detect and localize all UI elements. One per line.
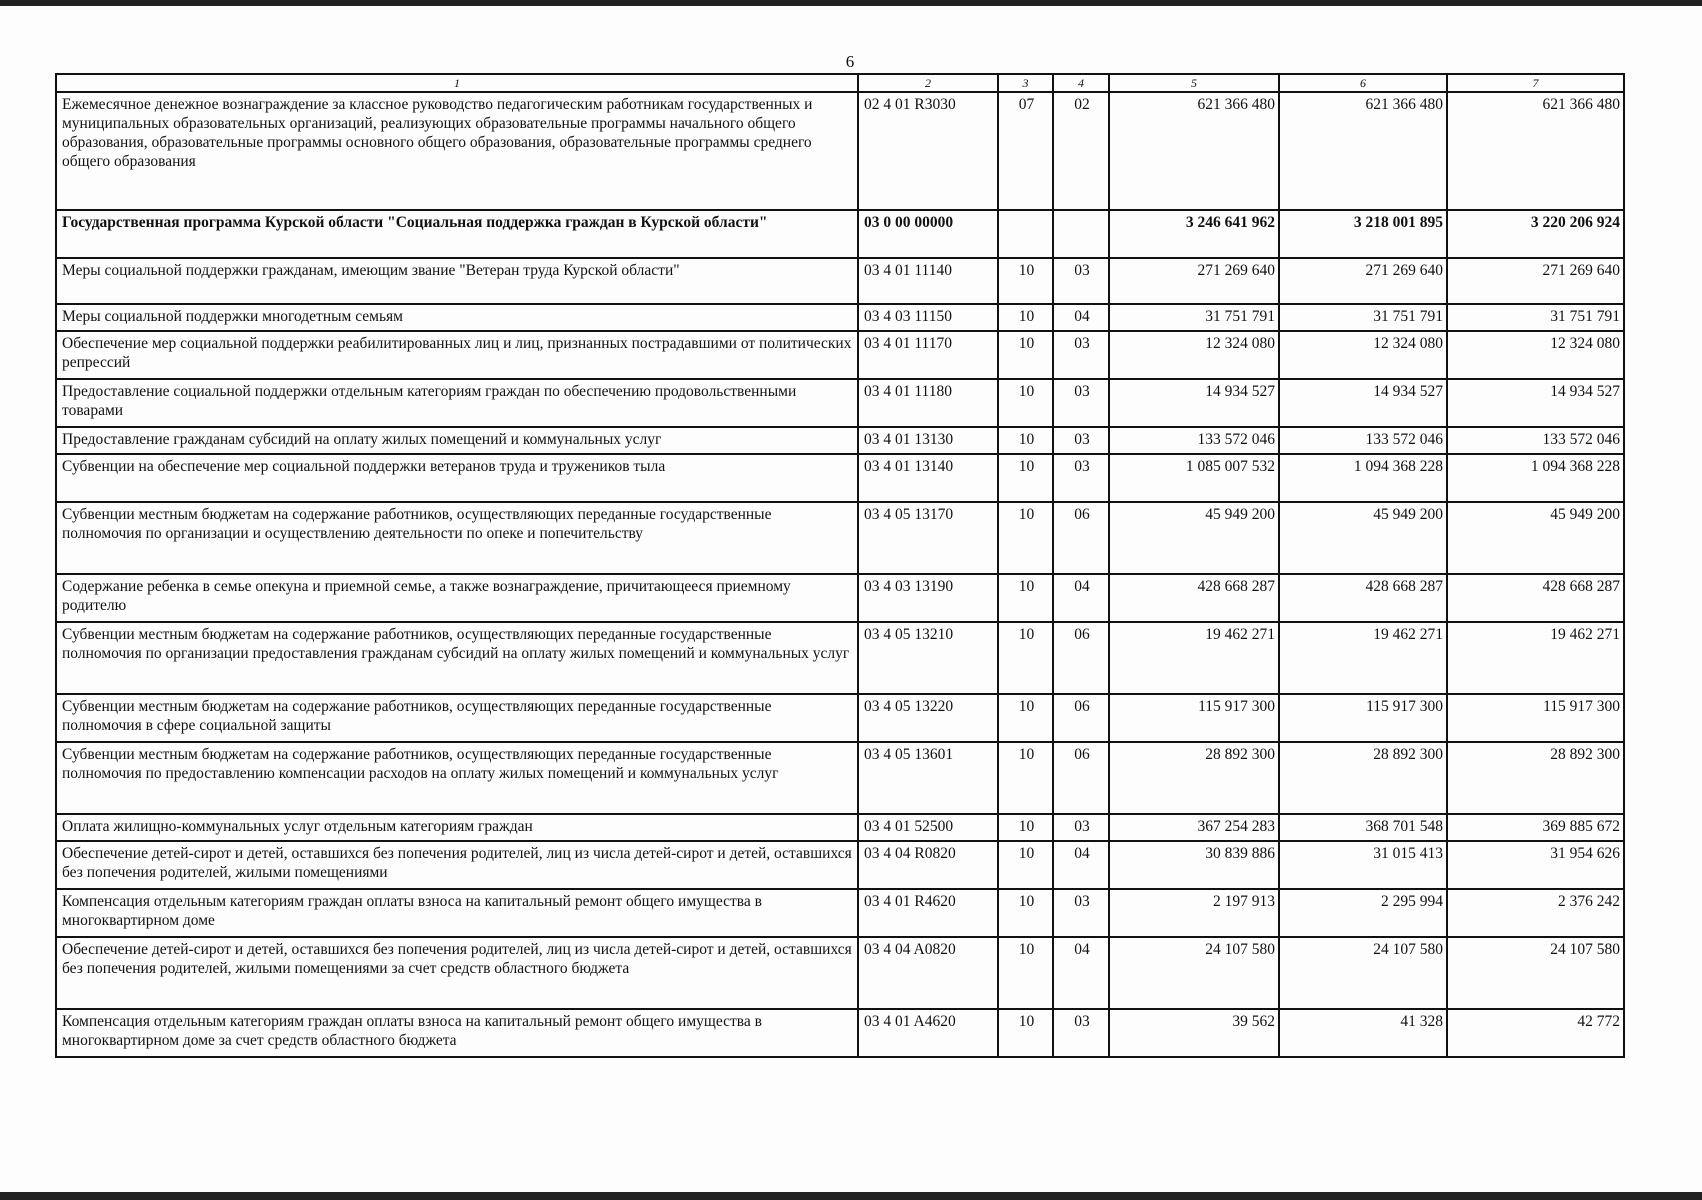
row-section-cell: 10	[998, 379, 1053, 427]
row-name-cell: Субвенции местным бюджетам на содержание работников, осуществляющих переданные государственные полномочия в сфере социальной защиты	[56, 694, 858, 742]
row-value-col5-cell: 19 462 271	[1109, 622, 1279, 694]
table-row	[56, 379, 1624, 427]
row-value-col6-cell: 31 751 791	[1279, 304, 1447, 331]
row-section-cell: 10	[998, 694, 1053, 742]
table-row	[56, 814, 1624, 841]
row-section-cell: 10	[998, 427, 1053, 454]
row-value-col7-cell: 28 892 300	[1447, 742, 1624, 814]
row-section-cell	[998, 210, 1053, 258]
row-name-cell: Обеспечение детей-сирот и детей, оставшихся без попечения родителей, лиц из числа детей-сирот и детей, оставшихся без попечения родителей, жилыми помещениями	[56, 841, 858, 889]
row-subsection-cell: 06	[1053, 694, 1109, 742]
row-value-col7-cell: 3 220 206 924	[1447, 210, 1624, 258]
row-section-cell: 10	[998, 937, 1053, 1009]
table-row	[56, 258, 1624, 304]
row-name-cell: Обеспечение мер социальной поддержки реабилитированных лиц и лиц, признанных пострадавшими от политических репрессий	[56, 331, 858, 379]
row-code-cell: 03 4 05 13601	[858, 742, 998, 814]
column-number: 5	[1109, 74, 1279, 92]
row-subsection-cell: 06	[1053, 742, 1109, 814]
row-value-col7-cell: 621 366 480	[1447, 92, 1624, 210]
row-value-col6-cell: 14 934 527	[1279, 379, 1447, 427]
table-row	[56, 574, 1624, 622]
row-code-cell: 03 4 01 11170	[858, 331, 998, 379]
row-value-col7-cell: 133 572 046	[1447, 427, 1624, 454]
row-value-col7-cell: 19 462 271	[1447, 622, 1624, 694]
row-value-col7-cell: 45 949 200	[1447, 502, 1624, 574]
row-value-col6-cell: 41 328	[1279, 1009, 1447, 1057]
row-code-cell: 03 4 04 A0820	[858, 937, 998, 1009]
row-section-cell: 10	[998, 889, 1053, 937]
row-value-col6-cell: 24 107 580	[1279, 937, 1447, 1009]
row-value-col5-cell: 3 246 641 962	[1109, 210, 1279, 258]
row-name-cell: Предоставление социальной поддержки отдельным категориям граждан по обеспечению продовольственными товарами	[56, 379, 858, 427]
row-value-col7-cell: 428 668 287	[1447, 574, 1624, 622]
row-section-cell: 10	[998, 814, 1053, 841]
row-value-col7-cell: 1 094 368 228	[1447, 454, 1624, 502]
row-code-cell: 03 4 03 11150	[858, 304, 998, 331]
row-value-col5-cell: 271 269 640	[1109, 258, 1279, 304]
row-value-col7-cell: 14 934 527	[1447, 379, 1624, 427]
row-code-cell: 03 4 01 13140	[858, 454, 998, 502]
row-section-cell: 10	[998, 331, 1053, 379]
row-value-col6-cell: 28 892 300	[1279, 742, 1447, 814]
table-row	[56, 92, 1624, 210]
row-subsection-cell: 03	[1053, 379, 1109, 427]
row-code-cell: 03 4 04 R0820	[858, 841, 998, 889]
row-name-cell: Предоставление гражданам субсидий на оплату жилых помещений и коммунальных услуг	[56, 427, 858, 454]
row-section-cell: 10	[998, 304, 1053, 331]
row-code-cell: 03 4 01 11180	[858, 379, 998, 427]
row-value-col5-cell: 14 934 527	[1109, 379, 1279, 427]
scan-edge-bottom	[0, 1192, 1702, 1200]
row-name-cell: Меры социальной поддержки гражданам, имеющим звание "Ветеран труда Курской области"	[56, 258, 858, 304]
table-row	[56, 841, 1624, 889]
row-subsection-cell: 03	[1053, 331, 1109, 379]
row-code-cell: 03 4 03 13190	[858, 574, 998, 622]
row-section-cell: 10	[998, 1009, 1053, 1057]
row-code-cell: 03 4 01 R4620	[858, 889, 998, 937]
row-code-cell: 02 4 01 R3030	[858, 92, 998, 210]
row-subsection-cell: 04	[1053, 574, 1109, 622]
row-name-cell: Компенсация отдельным категориям граждан оплаты взноса на капитальный ремонт общего имущества в многоквартирном доме	[56, 889, 858, 937]
row-value-col6-cell: 45 949 200	[1279, 502, 1447, 574]
row-value-col5-cell: 30 839 886	[1109, 841, 1279, 889]
row-code-cell: 03 4 05 13170	[858, 502, 998, 574]
row-section-cell: 10	[998, 742, 1053, 814]
row-value-col7-cell: 271 269 640	[1447, 258, 1624, 304]
row-section-cell: 07	[998, 92, 1053, 210]
row-value-col6-cell: 3 218 001 895	[1279, 210, 1447, 258]
row-name-cell: Ежемесячное денежное вознаграждение за классное руководство педагогическим работникам государственных и муниципальных образовательных организаций, реализующих образовательные программы начального общего образования, образовательные программы основного общего образования, образовательные программы среднего общего образования	[56, 92, 858, 210]
row-value-col5-cell: 2 197 913	[1109, 889, 1279, 937]
page-number: 6	[845, 52, 855, 71]
table-row	[56, 694, 1624, 742]
row-value-col5-cell: 115 917 300	[1109, 694, 1279, 742]
row-value-col6-cell: 428 668 287	[1279, 574, 1447, 622]
row-value-col6-cell: 115 917 300	[1279, 694, 1447, 742]
row-code-cell: 03 4 01 11140	[858, 258, 998, 304]
row-value-col7-cell: 369 885 672	[1447, 814, 1624, 841]
table-row	[56, 210, 1624, 258]
column-number: 4	[1053, 74, 1109, 92]
row-value-col6-cell: 368 701 548	[1279, 814, 1447, 841]
row-value-col5-cell: 367 254 283	[1109, 814, 1279, 841]
row-value-col6-cell: 271 269 640	[1279, 258, 1447, 304]
row-name-cell: Государственная программа Курской области "Социальная поддержка граждан в Курской области"	[56, 210, 858, 258]
row-value-col5-cell: 133 572 046	[1109, 427, 1279, 454]
row-section-cell: 10	[998, 622, 1053, 694]
row-subsection-cell: 03	[1053, 427, 1109, 454]
row-section-cell: 10	[998, 574, 1053, 622]
row-subsection-cell: 03	[1053, 1009, 1109, 1057]
row-section-cell: 10	[998, 841, 1053, 889]
row-value-col5-cell: 45 949 200	[1109, 502, 1279, 574]
row-name-cell: Компенсация отдельным категориям граждан оплаты взноса на капитальный ремонт общего имущества в многоквартирном доме за счет средств областного бюджета	[56, 1009, 858, 1057]
row-value-col7-cell: 42 772	[1447, 1009, 1624, 1057]
row-value-col5-cell: 31 751 791	[1109, 304, 1279, 331]
row-name-cell: Содержание ребенка в семье опекуна и приемной семье, а также вознаграждение, причитающееся приемному родителю	[56, 574, 858, 622]
row-value-col5-cell: 12 324 080	[1109, 331, 1279, 379]
row-subsection-cell: 06	[1053, 622, 1109, 694]
row-value-col6-cell: 621 366 480	[1279, 92, 1447, 210]
row-code-cell: 03 0 00 00000	[858, 210, 998, 258]
row-value-col7-cell: 12 324 080	[1447, 331, 1624, 379]
row-code-cell: 03 4 01 A4620	[858, 1009, 998, 1057]
row-subsection-cell: 03	[1053, 889, 1109, 937]
row-value-col5-cell: 28 892 300	[1109, 742, 1279, 814]
column-number: 6	[1279, 74, 1447, 92]
row-value-col6-cell: 12 324 080	[1279, 331, 1447, 379]
column-number: 2	[858, 74, 998, 92]
table-row	[56, 304, 1624, 331]
row-name-cell: Субвенции местным бюджетам на содержание работников, осуществляющих переданные государственные полномочия по предоставлению компенсации расходов на оплату жилых помещений и коммунальных услуг	[56, 742, 858, 814]
row-value-col6-cell: 133 572 046	[1279, 427, 1447, 454]
table-row	[56, 331, 1624, 379]
row-subsection-cell: 03	[1053, 258, 1109, 304]
row-value-col7-cell: 115 917 300	[1447, 694, 1624, 742]
row-subsection-cell: 06	[1053, 502, 1109, 574]
column-number: 7	[1447, 74, 1624, 92]
table-row	[56, 454, 1624, 502]
row-name-cell: Субвенции на обеспечение мер социальной поддержки ветеранов труда и тружеников тыла	[56, 454, 858, 502]
row-code-cell: 03 4 01 13130	[858, 427, 998, 454]
row-subsection-cell: 02	[1053, 92, 1109, 210]
row-value-col5-cell: 621 366 480	[1109, 92, 1279, 210]
scan-edge-top	[0, 0, 1702, 6]
row-section-cell: 10	[998, 454, 1053, 502]
table-row	[56, 1009, 1624, 1057]
row-name-cell: Меры социальной поддержки многодетным семьям	[56, 304, 858, 331]
row-value-col7-cell: 24 107 580	[1447, 937, 1624, 1009]
row-subsection-cell: 04	[1053, 304, 1109, 331]
row-name-cell: Оплата жилищно-коммунальных услуг отдельным категориям граждан	[56, 814, 858, 841]
table-row	[56, 937, 1624, 1009]
column-number: 3	[998, 74, 1053, 92]
row-code-cell: 03 4 05 13210	[858, 622, 998, 694]
row-code-cell: 03 4 01 52500	[858, 814, 998, 841]
row-subsection-cell: 04	[1053, 841, 1109, 889]
row-value-col5-cell: 39 562	[1109, 1009, 1279, 1057]
table-row	[56, 742, 1624, 814]
row-value-col5-cell: 24 107 580	[1109, 937, 1279, 1009]
column-number: 1	[56, 74, 858, 92]
row-value-col6-cell: 31 015 413	[1279, 841, 1447, 889]
row-value-col5-cell: 1 085 007 532	[1109, 454, 1279, 502]
row-value-col6-cell: 1 094 368 228	[1279, 454, 1447, 502]
row-subsection-cell: 03	[1053, 454, 1109, 502]
table-row	[56, 622, 1624, 694]
row-section-cell: 10	[998, 502, 1053, 574]
row-name-cell: Обеспечение детей-сирот и детей, оставшихся без попечения родителей, лиц из числа детей-сирот и детей, оставшихся без попечения родителей, жилыми помещениями за счет средств областного бюджета	[56, 937, 858, 1009]
row-value-col7-cell: 31 751 791	[1447, 304, 1624, 331]
column-number-row	[56, 74, 1624, 92]
row-value-col6-cell: 19 462 271	[1279, 622, 1447, 694]
row-value-col5-cell: 428 668 287	[1109, 574, 1279, 622]
row-value-col6-cell: 2 295 994	[1279, 889, 1447, 937]
row-code-cell: 03 4 05 13220	[858, 694, 998, 742]
row-name-cell: Субвенции местным бюджетам на содержание работников, осуществляющих переданные государственные полномочия по организации предоставления гражданам субсидий на оплату жилых помещений и коммунальных услуг	[56, 622, 858, 694]
table-row	[56, 889, 1624, 937]
table-row	[56, 427, 1624, 454]
row-subsection-cell: 03	[1053, 814, 1109, 841]
row-subsection-cell	[1053, 210, 1109, 258]
table-row	[56, 502, 1624, 574]
row-section-cell: 10	[998, 258, 1053, 304]
budget-table	[55, 73, 1625, 1058]
budget-table-body	[56, 74, 1624, 1057]
row-subsection-cell: 04	[1053, 937, 1109, 1009]
row-value-col7-cell: 2 376 242	[1447, 889, 1624, 937]
row-name-cell: Субвенции местным бюджетам на содержание работников, осуществляющих переданные государственные полномочия по организации и осуществлению деятельности по опеке и попечительству	[56, 502, 858, 574]
row-value-col7-cell: 31 954 626	[1447, 841, 1624, 889]
